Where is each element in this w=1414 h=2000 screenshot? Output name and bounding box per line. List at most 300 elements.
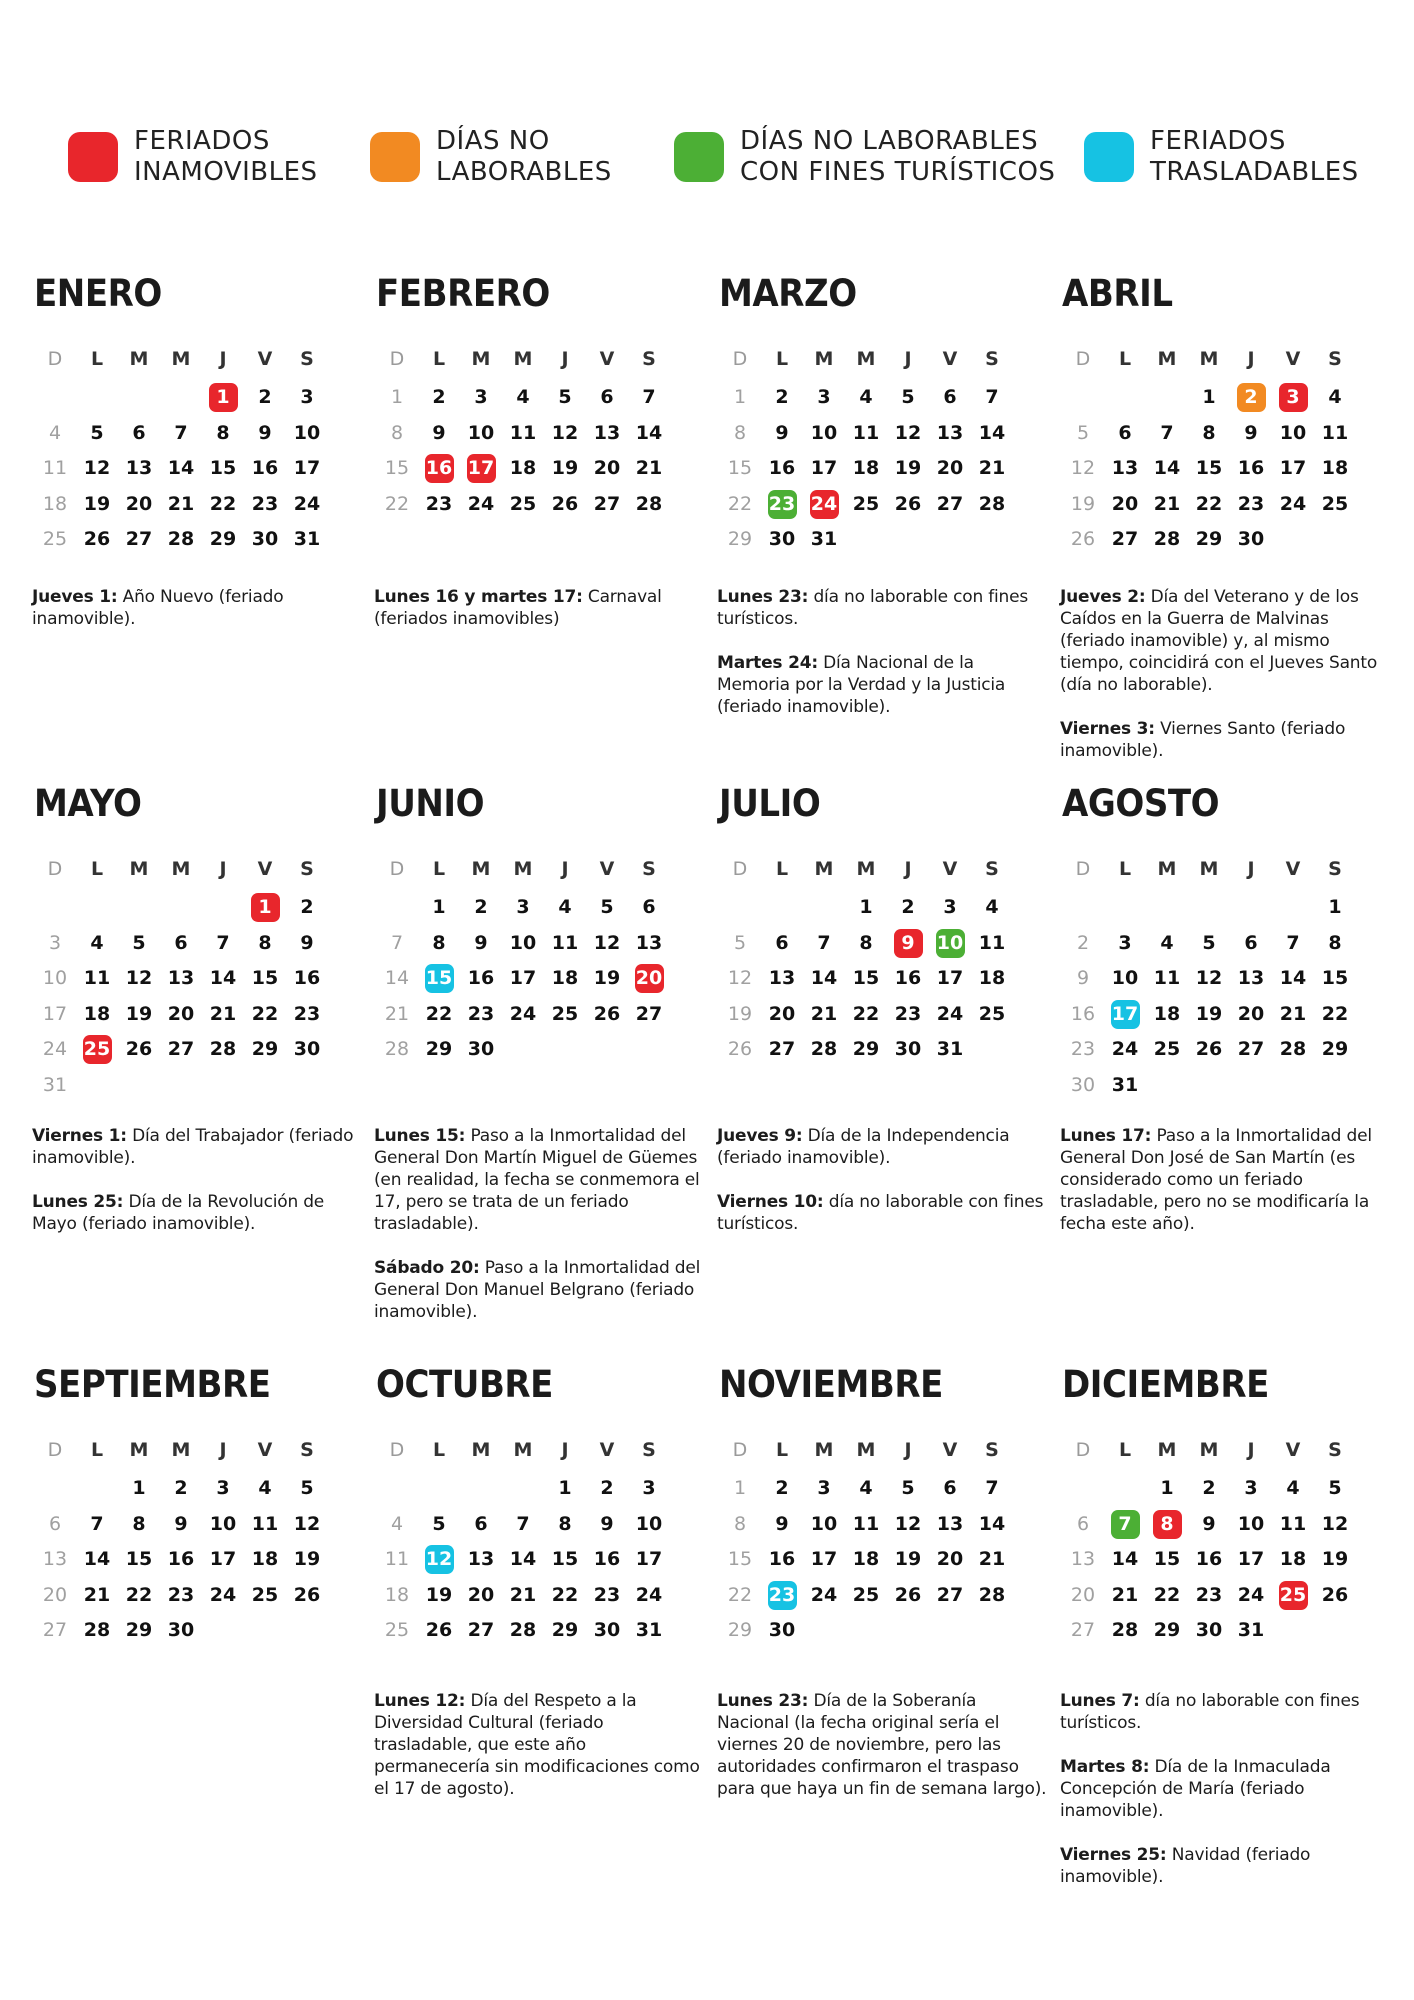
month-title: AGOSTO bbox=[1062, 782, 1220, 825]
day-cell: 19 bbox=[293, 1548, 321, 1570]
day-cell: 5 bbox=[432, 1512, 446, 1535]
holiday-note: Lunes 17: Paso a la Inmortalidad del General Don José de San Martín (es considerado como un feriado trasladable, pero no se modificaría la fecha este año). bbox=[1060, 1126, 1372, 1234]
weekday-label: S bbox=[1328, 858, 1342, 880]
day-cell: 2 bbox=[1202, 1477, 1216, 1499]
day-cell: 19 bbox=[593, 967, 621, 989]
day-cell: 24 bbox=[936, 1002, 964, 1025]
holiday-note: Jueves 1: Año Nuevo (feriado inamovible). bbox=[32, 587, 284, 629]
day-cell: 30 bbox=[593, 1619, 621, 1641]
weekday-label: L bbox=[1118, 348, 1132, 370]
holiday-note: Viernes 10: día no laborable con fines turísticos. bbox=[717, 1192, 1044, 1234]
day-cell: 29 bbox=[1321, 1038, 1349, 1060]
day-cell: 30 bbox=[167, 1619, 195, 1641]
day-cell: 10 bbox=[810, 421, 838, 444]
day-cell: 17 bbox=[936, 967, 964, 989]
day-cell: 29 bbox=[727, 528, 753, 550]
day-cell: 19 bbox=[727, 1002, 753, 1025]
day-cell: 26 bbox=[293, 1583, 321, 1606]
day-cell: 2 bbox=[258, 386, 272, 408]
day-cell: 25 bbox=[509, 492, 537, 515]
day-cell: 9 bbox=[1076, 967, 1090, 989]
weekday-label: S bbox=[985, 348, 999, 370]
day-cell: 3 bbox=[642, 1477, 656, 1499]
weekday-label: M bbox=[513, 858, 533, 880]
weekday-label: M bbox=[129, 1439, 149, 1461]
day-cell: 25 bbox=[42, 528, 68, 550]
day-cell: 21 bbox=[384, 1002, 410, 1025]
weekday-label: V bbox=[599, 1439, 615, 1461]
weekday-label: J bbox=[1247, 858, 1255, 880]
day-cell: 21 bbox=[209, 1002, 237, 1025]
day-cell: 16 bbox=[1070, 1002, 1096, 1025]
day-cell: 25 bbox=[251, 1583, 279, 1606]
month-title: ABRIL bbox=[1062, 272, 1173, 315]
day-cell: 4 bbox=[859, 1477, 873, 1499]
day-cell: 28 bbox=[978, 1583, 1006, 1606]
day-cell: 11 bbox=[551, 931, 579, 954]
day-cell: 5 bbox=[558, 386, 572, 408]
day-cell: 18 bbox=[42, 492, 68, 515]
day-cell: 24 bbox=[509, 1002, 537, 1025]
weekday-label: L bbox=[775, 348, 789, 370]
day-cell: 31 bbox=[293, 528, 321, 550]
weekday-header bbox=[1062, 348, 1356, 376]
legend-swatch bbox=[1084, 132, 1134, 182]
day-cell: 20 bbox=[125, 492, 153, 515]
weekday-label: M bbox=[1157, 348, 1177, 370]
day-cell: 28 bbox=[83, 1619, 111, 1641]
weekday-label: M bbox=[171, 858, 191, 880]
weekday-label: V bbox=[257, 1439, 273, 1461]
day-cell: 5 bbox=[300, 1477, 314, 1499]
day-cell: 28 bbox=[1279, 1038, 1307, 1060]
day-cell: 5 bbox=[1328, 1477, 1342, 1499]
weekday-label: D bbox=[47, 858, 63, 880]
weekday-label: M bbox=[513, 348, 533, 370]
day-cell: 18 bbox=[509, 457, 537, 479]
day-cell: 31 bbox=[936, 1038, 964, 1060]
weekday-label: S bbox=[642, 858, 656, 880]
day-cell: 4 bbox=[558, 896, 572, 918]
weekday-label: V bbox=[942, 858, 958, 880]
day-cell: 18 bbox=[852, 457, 880, 479]
day-cell: 23 bbox=[167, 1583, 195, 1606]
day-cell: 18 bbox=[384, 1583, 410, 1606]
weekday-label: V bbox=[942, 348, 958, 370]
legend-label: DÍAS NO LABORABLES CON FINES TURÍSTICOS bbox=[740, 126, 1056, 187]
day-cell: 31 bbox=[810, 528, 838, 550]
day-cell: 26 bbox=[1321, 1583, 1349, 1606]
holiday-note: Viernes 25: Navidad (feriado inamovible). bbox=[1060, 1845, 1311, 1887]
day-cell: 2 bbox=[174, 1477, 188, 1499]
holiday-notes bbox=[717, 586, 1047, 740]
weekday-label: S bbox=[642, 348, 656, 370]
day-cell: 30 bbox=[251, 528, 279, 550]
day-cell: 11 bbox=[1279, 1512, 1307, 1535]
day-cell: 30 bbox=[467, 1038, 495, 1060]
day-cell: 29 bbox=[551, 1619, 579, 1641]
day-cell: 14 bbox=[635, 421, 663, 444]
day-cell: 19 bbox=[551, 457, 579, 479]
day-cell: 30 bbox=[1070, 1073, 1096, 1096]
day-cell: 27 bbox=[42, 1619, 68, 1641]
weekday-label: M bbox=[814, 348, 834, 370]
day-cell: 11 bbox=[83, 967, 111, 989]
day-cell: 12 bbox=[551, 421, 579, 444]
weekday-label: M bbox=[856, 348, 876, 370]
weekday-label: D bbox=[732, 348, 748, 370]
day-cell: 2 bbox=[474, 896, 488, 918]
day-cell: 23 bbox=[251, 492, 279, 515]
day-cell: 1 bbox=[733, 386, 747, 408]
day-cell: 22 bbox=[384, 492, 410, 515]
day-cell: 26 bbox=[1070, 528, 1096, 550]
weekday-header bbox=[376, 348, 670, 376]
weekday-label: D bbox=[47, 348, 63, 370]
holiday-note: Jueves 9: Día de la Independencia (feriado inamovible). bbox=[717, 1126, 1010, 1168]
day-cell: 17 bbox=[209, 1548, 237, 1570]
weekday-label: M bbox=[129, 858, 149, 880]
weekday-label: M bbox=[129, 348, 149, 370]
holiday-day: 8 bbox=[1146, 1509, 1188, 1539]
holiday-day: 20 bbox=[628, 963, 670, 993]
day-cell: 13 bbox=[167, 967, 195, 989]
day-cell: 13 bbox=[125, 457, 153, 479]
day-cell: 14 bbox=[810, 967, 838, 989]
day-cell: 23 bbox=[1237, 492, 1265, 515]
day-cell: 7 bbox=[985, 386, 999, 408]
weekday-label: M bbox=[171, 1439, 191, 1461]
day-cell: 10 bbox=[209, 1512, 237, 1535]
weekday-label: J bbox=[561, 348, 569, 370]
weekday-label: L bbox=[775, 858, 789, 880]
day-cell: 8 bbox=[859, 931, 873, 954]
day-cell: 8 bbox=[216, 421, 230, 444]
day-cell: 3 bbox=[817, 386, 831, 408]
day-cell: 15 bbox=[251, 967, 279, 989]
legend-swatch bbox=[674, 132, 724, 182]
day-cell: 29 bbox=[727, 1619, 753, 1641]
holiday-notes bbox=[717, 1125, 1047, 1257]
day-cell: 12 bbox=[1070, 457, 1096, 479]
day-cell: 21 bbox=[810, 1002, 838, 1025]
day-cell: 8 bbox=[733, 421, 747, 444]
day-cell: 23 bbox=[1195, 1583, 1223, 1606]
day-cell: 5 bbox=[132, 931, 146, 954]
day-cell: 1 bbox=[390, 386, 404, 408]
day-cell: 18 bbox=[1279, 1548, 1307, 1570]
holiday-day: 1 bbox=[202, 382, 244, 412]
day-cell: 19 bbox=[1070, 492, 1096, 515]
day-cell: 16 bbox=[167, 1548, 195, 1570]
day-cell: 10 bbox=[810, 1512, 838, 1535]
day-cell: 6 bbox=[132, 421, 146, 444]
holiday-notes bbox=[374, 1690, 704, 1822]
day-cell: 2 bbox=[1076, 931, 1090, 954]
month-title: ENERO bbox=[34, 272, 162, 315]
weekday-header bbox=[34, 348, 328, 376]
day-cell: 6 bbox=[1076, 1512, 1090, 1535]
day-cell: 9 bbox=[432, 421, 446, 444]
day-cell: 11 bbox=[1321, 421, 1349, 444]
day-cell: 26 bbox=[593, 1002, 621, 1025]
weekday-label: V bbox=[257, 858, 273, 880]
day-cell: 17 bbox=[635, 1548, 663, 1570]
day-cell: 30 bbox=[768, 528, 796, 550]
weekday-header bbox=[34, 858, 328, 886]
weekday-label: S bbox=[300, 1439, 314, 1461]
day-cell: 27 bbox=[635, 1002, 663, 1025]
legend-label: DÍAS NO LABORABLES bbox=[436, 126, 612, 187]
day-cell: 14 bbox=[1111, 1548, 1139, 1570]
day-cell: 15 bbox=[125, 1548, 153, 1570]
legend-label: FERIADOS INAMOVIBLES bbox=[134, 126, 318, 187]
day-cell: 16 bbox=[1195, 1548, 1223, 1570]
holiday-note: Lunes 12: Día del Respeto a la Diversidad Cultural (feriado trasladable, que este año permanecería sin modificaciones como el 17 de agosto). bbox=[374, 1691, 700, 1799]
weekday-header bbox=[376, 858, 670, 886]
day-cell: 20 bbox=[936, 1548, 964, 1570]
weekday-label: J bbox=[904, 858, 912, 880]
weekday-label: D bbox=[389, 1439, 405, 1461]
weekday-label: L bbox=[432, 348, 446, 370]
day-cell: 1 bbox=[1202, 386, 1216, 408]
weekday-label: V bbox=[1285, 348, 1301, 370]
day-cell: 9 bbox=[775, 1512, 789, 1535]
day-cell: 4 bbox=[390, 1512, 404, 1535]
weekday-label: V bbox=[257, 348, 273, 370]
day-cell: 1 bbox=[558, 1477, 572, 1499]
weekday-label: V bbox=[599, 858, 615, 880]
day-cell: 14 bbox=[209, 967, 237, 989]
day-cell: 11 bbox=[1153, 967, 1181, 989]
day-cell: 1 bbox=[132, 1477, 146, 1499]
day-cell: 22 bbox=[1153, 1583, 1181, 1606]
weekday-label: L bbox=[1118, 858, 1132, 880]
day-cell: 4 bbox=[258, 1477, 272, 1499]
day-cell: 5 bbox=[901, 1477, 915, 1499]
day-cell: 7 bbox=[516, 1512, 530, 1535]
weekday-label: M bbox=[1157, 1439, 1177, 1461]
holiday-day: 12 bbox=[418, 1544, 460, 1574]
weekday-label: V bbox=[599, 348, 615, 370]
day-cell: 22 bbox=[1195, 492, 1223, 515]
day-cell: 20 bbox=[1070, 1583, 1096, 1606]
holiday-day: 23 bbox=[761, 489, 803, 519]
day-cell: 14 bbox=[509, 1548, 537, 1570]
day-cell: 6 bbox=[1244, 931, 1258, 954]
day-cell: 24 bbox=[467, 492, 495, 515]
day-cell: 2 bbox=[432, 386, 446, 408]
day-cell: 17 bbox=[509, 967, 537, 989]
holiday-day: 15 bbox=[418, 963, 460, 993]
weekday-label: V bbox=[1285, 858, 1301, 880]
weekday-header bbox=[719, 348, 1013, 376]
day-cell: 29 bbox=[209, 528, 237, 550]
weekday-header bbox=[719, 1439, 1013, 1467]
day-cell: 18 bbox=[251, 1548, 279, 1570]
weekday-label: M bbox=[1199, 348, 1219, 370]
day-cell: 9 bbox=[1202, 1512, 1216, 1535]
day-cell: 14 bbox=[978, 421, 1006, 444]
weekday-label: S bbox=[642, 1439, 656, 1461]
weekday-label: J bbox=[561, 1439, 569, 1461]
day-cell: 15 bbox=[1195, 457, 1223, 479]
day-cell: 26 bbox=[425, 1619, 453, 1641]
holiday-note: Lunes 23: día no laborable con fines turísticos. bbox=[717, 587, 1029, 629]
day-cell: 21 bbox=[1153, 492, 1181, 515]
holiday-note: Lunes 25: Día de la Revolución de Mayo (feriado inamovible). bbox=[32, 1192, 325, 1234]
day-cell: 24 bbox=[635, 1583, 663, 1606]
weekday-label: J bbox=[1247, 1439, 1255, 1461]
holiday-day: 25 bbox=[76, 1034, 118, 1064]
day-cell: 16 bbox=[293, 967, 321, 989]
legend-label: FERIADOS TRASLADABLES bbox=[1150, 126, 1359, 187]
holiday-notes bbox=[1060, 1125, 1390, 1257]
day-cell: 22 bbox=[551, 1583, 579, 1606]
day-cell: 27 bbox=[593, 492, 621, 515]
holiday-day: 2 bbox=[1230, 382, 1272, 412]
weekday-header bbox=[1062, 858, 1356, 886]
day-cell: 19 bbox=[894, 1548, 922, 1570]
month-title: NOVIEMBRE bbox=[719, 1363, 943, 1406]
day-cell: 9 bbox=[258, 421, 272, 444]
weekday-label: M bbox=[856, 1439, 876, 1461]
day-cell: 23 bbox=[593, 1583, 621, 1606]
day-cell: 22 bbox=[1321, 1002, 1349, 1025]
holiday-note: Lunes 16 y martes 17: Carnaval (feriados inamovibles) bbox=[374, 587, 662, 629]
holiday-day: 16 bbox=[418, 453, 460, 483]
weekday-label: L bbox=[775, 1439, 789, 1461]
day-cell: 14 bbox=[1279, 967, 1307, 989]
weekday-label: J bbox=[219, 1439, 227, 1461]
day-cell: 27 bbox=[467, 1619, 495, 1641]
weekday-label: L bbox=[432, 858, 446, 880]
day-cell: 13 bbox=[1237, 967, 1265, 989]
day-cell: 3 bbox=[48, 931, 62, 954]
holiday-day: 1 bbox=[244, 892, 286, 922]
day-cell: 7 bbox=[985, 1477, 999, 1499]
day-cell: 2 bbox=[775, 386, 789, 408]
day-cell: 11 bbox=[852, 421, 880, 444]
day-cell: 27 bbox=[167, 1038, 195, 1060]
day-cell: 28 bbox=[978, 492, 1006, 515]
day-cell: 6 bbox=[48, 1512, 62, 1535]
holiday-note: Viernes 1: Día del Trabajador (feriado inamovible). bbox=[32, 1126, 354, 1168]
day-cell: 3 bbox=[216, 1477, 230, 1499]
holiday-day: 3 bbox=[1272, 382, 1314, 412]
day-cell: 10 bbox=[1237, 1512, 1265, 1535]
holiday-note: Lunes 15: Paso a la Inmortalidad del General Don Martín Miguel de Güemes (en realidad, la fecha se conmemora el 17, pero se trata de un feriado trasladable). bbox=[374, 1126, 700, 1234]
holiday-notes bbox=[1060, 586, 1390, 784]
day-cell: 15 bbox=[384, 457, 410, 479]
day-cell: 8 bbox=[432, 931, 446, 954]
day-cell: 6 bbox=[943, 386, 957, 408]
day-cell: 29 bbox=[852, 1038, 880, 1060]
holiday-note: Jueves 2: Día del Veterano y de los Caídos en la Guerra de Malvinas (feriado inamovible) y, al mismo tiempo, coincidirá con el Jueves Santo (día no laborable). bbox=[1060, 587, 1378, 695]
day-cell: 13 bbox=[936, 1512, 964, 1535]
day-cell: 11 bbox=[384, 1548, 410, 1570]
day-cell: 22 bbox=[125, 1583, 153, 1606]
holiday-note: Lunes 23: Día de la Soberanía Nacional (la fecha original sería el viernes 20 de noviembre, pero las autoridades confirmaron el traspaso para que haya un fin de semana largo). bbox=[717, 1691, 1047, 1799]
holiday-day: 23 bbox=[761, 1580, 803, 1610]
weekday-label: D bbox=[1075, 1439, 1091, 1461]
month-title: JULIO bbox=[719, 782, 821, 825]
day-cell: 2 bbox=[300, 896, 314, 918]
day-cell: 31 bbox=[1237, 1619, 1265, 1641]
weekday-label: M bbox=[856, 858, 876, 880]
day-cell: 1 bbox=[1160, 1477, 1174, 1499]
weekday-label: J bbox=[561, 858, 569, 880]
day-cell: 21 bbox=[978, 457, 1006, 479]
day-cell: 2 bbox=[901, 896, 915, 918]
day-cell: 16 bbox=[251, 457, 279, 479]
day-cell: 13 bbox=[768, 967, 796, 989]
weekday-label: L bbox=[90, 1439, 104, 1461]
day-cell: 14 bbox=[83, 1548, 111, 1570]
holiday-note: Viernes 3: Viernes Santo (feriado inamovible). bbox=[1060, 719, 1346, 761]
day-cell: 23 bbox=[425, 492, 453, 515]
weekday-label: L bbox=[90, 858, 104, 880]
legend bbox=[62, 124, 1362, 194]
day-cell: 21 bbox=[978, 1548, 1006, 1570]
day-cell: 23 bbox=[1070, 1038, 1096, 1060]
weekday-label: V bbox=[1285, 1439, 1301, 1461]
day-cell: 3 bbox=[474, 386, 488, 408]
day-cell: 8 bbox=[1202, 421, 1216, 444]
day-cell: 26 bbox=[894, 1583, 922, 1606]
day-cell: 15 bbox=[1321, 967, 1349, 989]
day-cell: 20 bbox=[467, 1583, 495, 1606]
weekday-header bbox=[376, 1439, 670, 1467]
day-cell: 17 bbox=[42, 1002, 68, 1025]
day-cell: 6 bbox=[600, 386, 614, 408]
day-cell: 8 bbox=[390, 421, 404, 444]
day-cell: 31 bbox=[1111, 1073, 1139, 1096]
day-cell: 28 bbox=[209, 1038, 237, 1060]
day-cell: 24 bbox=[1279, 492, 1307, 515]
day-cell: 11 bbox=[509, 421, 537, 444]
weekday-label: D bbox=[1075, 348, 1091, 370]
day-cell: 21 bbox=[509, 1583, 537, 1606]
weekday-label: S bbox=[985, 1439, 999, 1461]
month-title: MARZO bbox=[719, 272, 857, 315]
day-cell: 8 bbox=[258, 931, 272, 954]
day-cell: 15 bbox=[209, 457, 237, 479]
day-cell: 19 bbox=[425, 1583, 453, 1606]
day-cell: 7 bbox=[1286, 931, 1300, 954]
day-cell: 25 bbox=[852, 1583, 880, 1606]
day-cell: 18 bbox=[1153, 1002, 1181, 1025]
day-cell: 2 bbox=[775, 1477, 789, 1499]
day-cell: 17 bbox=[810, 457, 838, 479]
day-cell: 22 bbox=[251, 1002, 279, 1025]
day-cell: 7 bbox=[216, 931, 230, 954]
day-cell: 14 bbox=[978, 1512, 1006, 1535]
day-cell: 3 bbox=[1118, 931, 1132, 954]
day-cell: 26 bbox=[125, 1038, 153, 1060]
day-cell: 26 bbox=[894, 492, 922, 515]
day-cell: 27 bbox=[1111, 528, 1139, 550]
day-cell: 8 bbox=[132, 1512, 146, 1535]
day-cell: 20 bbox=[1237, 1002, 1265, 1025]
weekday-label: S bbox=[985, 858, 999, 880]
day-cell: 26 bbox=[551, 492, 579, 515]
day-cell: 4 bbox=[1160, 931, 1174, 954]
month-title: MAYO bbox=[34, 782, 142, 825]
day-cell: 5 bbox=[901, 386, 915, 408]
weekday-label: J bbox=[904, 348, 912, 370]
day-cell: 6 bbox=[775, 931, 789, 954]
